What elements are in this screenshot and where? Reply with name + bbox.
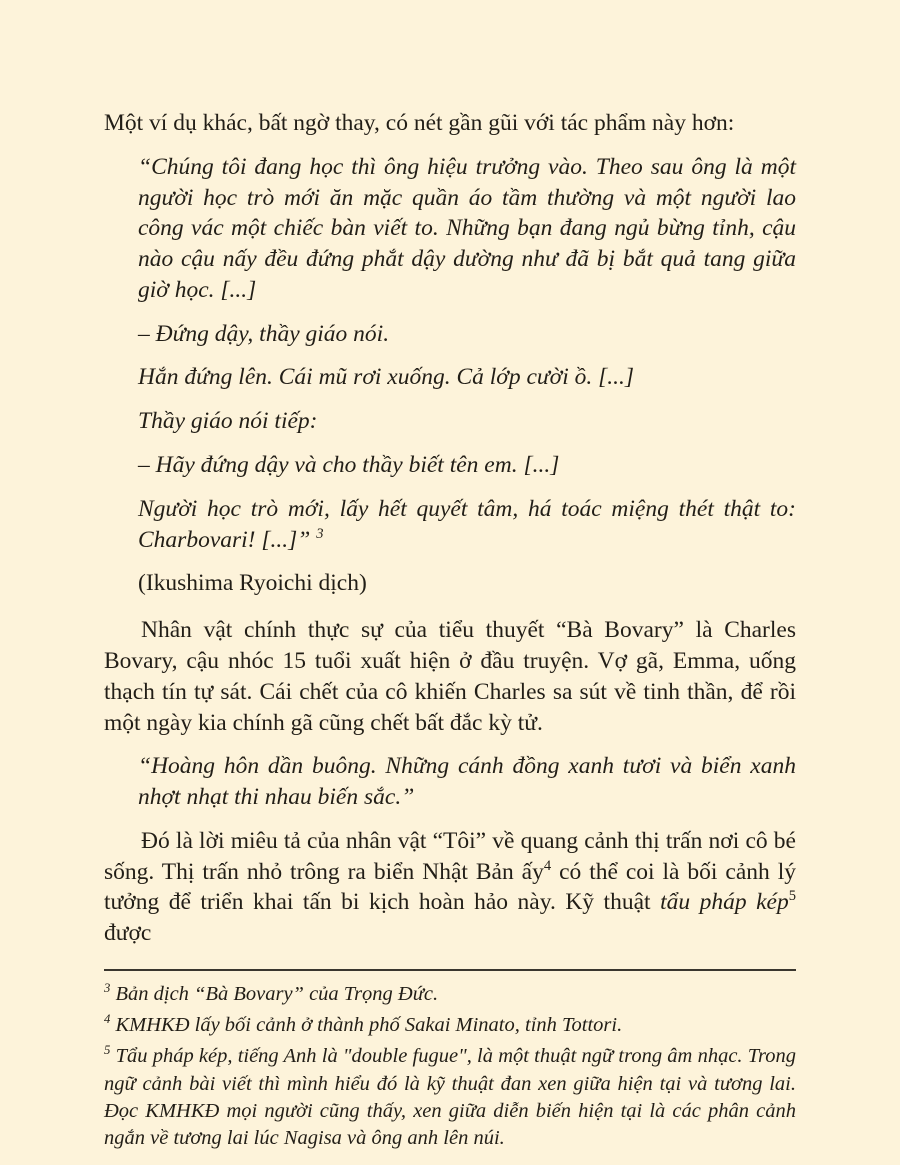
footnote-3-number: 3 [104, 981, 111, 996]
footnote-ref-5-marker: 5 [788, 888, 797, 905]
blockquote-classroom: “Chúng tôi đang học thì ông hiệu trưởng vào. Theo sau ông là một người học trò mới ăn mặc quần áo tầm thường và một người lao công vác một chiếc bàn viết to. Những bạn đang ngủ bừng tỉnh, cậu nào cậu nấy đều đứng phắt dậy dường như đã bị bắt quả tang giữa giờ học. [...] [138, 153, 796, 303]
footnotes-section [104, 981, 796, 1153]
term-double-fugue: tẩu pháp kép [660, 889, 789, 916]
intro-paragraph: Một ví dụ khác, bất ngờ thay, có nét gần gũi với tác phẩm này hơn: [104, 110, 735, 136]
paragraph-bovary: Nhân vật chính thực sự của tiểu thuyết “Bà Bovary” là Charles Bovary, cậu nhóc 15 tuổi xuất hiện ở đầu truyện. Vợ gã, Emma, uống thạch tín tự sát. Cái chết của cô khiến Charles sa sút về tinh thần, để rồi một ngày kia chính gã cũng chết bất đắc kỳ tử. [104, 617, 796, 736]
translator-attribution: (Ikushima Ryoichi dịch) [138, 570, 367, 597]
footnote-3 [104, 981, 796, 1008]
footnote-4 [104, 1012, 796, 1039]
footnote-ref-3-marker: 3 [316, 525, 324, 542]
page-body [104, 108, 796, 1156]
dialogue-line-5 [138, 494, 796, 556]
footnote-5-number: 5 [104, 1043, 111, 1058]
dialogue-line-1: – Đứng dậy, thầy giáo nói. [138, 320, 390, 347]
footnote-4-text: KMHKĐ lấy bối cảnh ở thành phố Sakai Minato, tỉnh Tottori. [110, 1014, 623, 1037]
paragraph-setting-part2: có thể coi là bối cảnh lý tưởng để triển khai tấn bi kịch hoàn hảo này. Kỹ thuật [104, 858, 796, 916]
dialogue-line-2: Hắn đứng lên. Cái mũ rơi xuống. Cả lớp cười ồ. [...] [138, 364, 635, 391]
footnote-ref-4-marker: 4 [543, 857, 552, 874]
paragraph-setting [104, 826, 796, 949]
dialogue-line-3: Thầy giáo nói tiếp: [138, 408, 318, 435]
paragraph-setting-part3: được [104, 920, 152, 947]
dialogue-line-4: – Hãy đứng dậy và cho thầy biết tên em. [...] [138, 452, 560, 479]
footnote-separator-rule [104, 969, 796, 971]
blockquote-sunset: “Hoàng hôn dần buông. Những cánh đồng xanh tươi và biển xanh nhợt nhạt thi nhau biến sắc.” [138, 753, 796, 811]
footnote-5-text: Tẩu pháp kép, tiếng Anh là "double fugue", là một thuật ngữ trong âm nhạc. Trong ngữ cảnh bài viết thì mình hiểu đó là kỹ thuật đan xen giữa hiện tại và tương lai. Đọc KMHKĐ mọi người cũng thấy, xen giữa diễn biến hiện tại là các phân cảnh ngắn về tương lai lúc Nagisa và ông anh lên núi. [104, 1045, 796, 1150]
dialogue-line-5-text: Người học trò mới, lấy hết quyết tâm, há toác miệng thét thật to: Charbovari! [...]” [138, 495, 796, 553]
footnote-5 [104, 1043, 796, 1152]
footnote-3-text: Bản dịch “Bà Bovary” của Trọng Đức. [110, 982, 439, 1005]
paragraph-setting-part1: Đó là lời miêu tả của nhân vật “Tôi” về quang cảnh thị trấn nơi cô bé sống. Thị trấn nhỏ trông ra biển Nhật Bản ấy [104, 827, 796, 885]
footnote-4-number: 4 [104, 1012, 111, 1027]
